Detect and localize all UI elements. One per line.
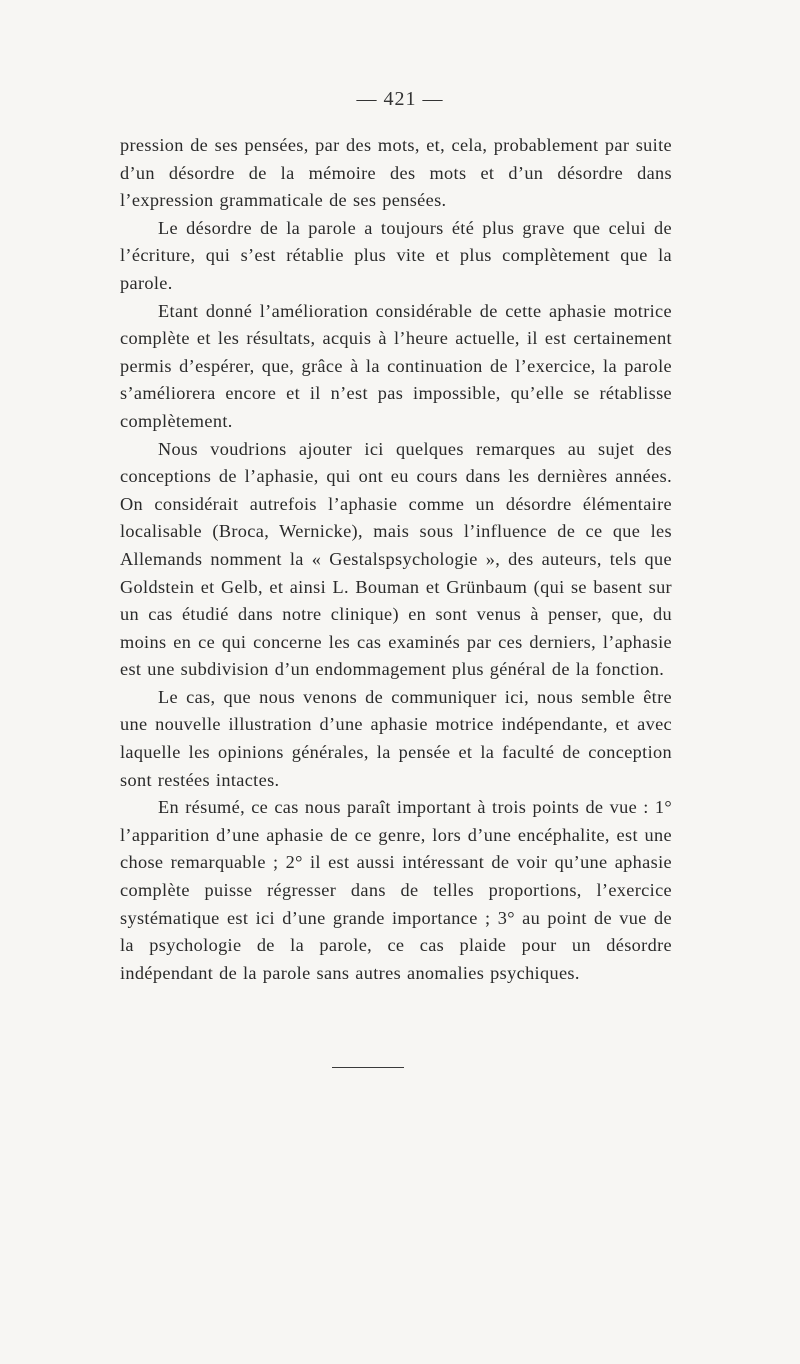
paragraph-2: Le désordre de la parole a toujours été plus grave que celui de l’écriture, qui s’est rétablie plus vite et plus complètement que la parole. bbox=[120, 217, 672, 293]
end-rule bbox=[332, 1067, 404, 1068]
paragraph-1: pression de ses pensées, par des mots, et, cela, probablement par suite d’un désordre de la mémoire des mots et d’un désordre dans l’expression grammaticale de ses pensées. bbox=[120, 135, 672, 211]
paragraph-3: Etant donné l’amélioration considérable de cette aphasie motrice complète et les résultats, acquis à l’heure actuelle, il est certainement permis d’espérer, que, grâce à la continuation de l’exercice, la parole s’améliorera encore et il n’est pas impossible, qu’elle se rétablisse complètement. bbox=[120, 300, 672, 431]
paragraph-6: En résumé, ce cas nous paraît important à trois points de vue : 1° l’apparition d’une aphasie de ce genre, lors d’une encéphalite, est une chose remarquable ; 2° il est aussi intéressant de voir qu’une aphasie complète puisse régresser dans de telles proportions, l’exercice systématique est ici d’une grande importance ; 3° au point de vue de la psychologie de la parole, ce cas plaide pour un désordre indépendant de la parole sans autres anomalies psychiques. bbox=[120, 797, 672, 983]
body-text bbox=[120, 132, 672, 987]
page-number: — 421 — bbox=[356, 88, 444, 110]
paragraph-5: Le cas, que nous venons de communiquer ici, nous semble être une nouvelle illustration d’une aphasie motrice indépendante, et avec laquelle les opinions générales, la pensée et la faculté de conception sont restées intactes. bbox=[120, 686, 672, 790]
paragraph-4: Nous voudrions ajouter ici quelques remarques au sujet des conceptions de l’aphasie, qui ont eu cours dans les dernières années. On considérait autrefois l’aphasie comme un désordre élémentaire localisable (Broca, Wernicke), mais sous l’influence de ce que les Allemands nomment la « Gestalspsychologie », des auteurs, tels que Goldstein et Gelb, et ainsi L. Bouman et Grünbaum (qui se basent sur un cas étudié dans notre clinique) en sont venus à penser, que, du moins en ce qui concerne les cas examinés par ces derniers, l’aphasie est une subdivision d’un endommagement plus général de la fonction. bbox=[120, 438, 672, 680]
